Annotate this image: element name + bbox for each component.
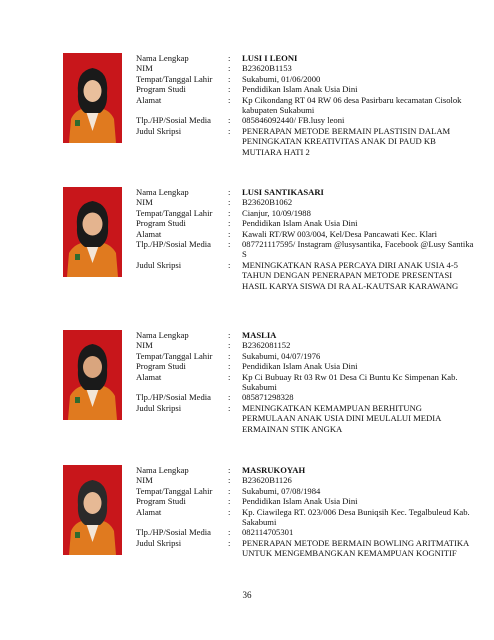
field-value: Pendidikan Islam Anak Usia Dini [242, 84, 358, 95]
info-row-address [136, 229, 476, 239]
field-label: Judul Skripsi [136, 259, 182, 270]
info-row-program [136, 218, 476, 228]
student-entry [63, 330, 483, 450]
field-colon: : [228, 218, 231, 229]
field-colon: : [228, 84, 231, 95]
field-label: Nama Lengkap [136, 187, 189, 197]
info-row-birth [136, 74, 476, 84]
field-label: Alamat [136, 94, 162, 105]
info-row-birth [136, 486, 476, 496]
field-colon: : [228, 475, 231, 486]
info-row-address [136, 95, 476, 116]
field-colon: : [228, 330, 231, 340]
field-label: Tempat/Tanggal Lahir [136, 485, 213, 496]
student-portrait-image [63, 465, 122, 555]
field-value: Kp. Ciawilega RT. 023/006 Desa Buniqsih Kec. Tegalbuleud Kab. Sakabumi [242, 506, 470, 528]
student-name: LUSI I LEONI [242, 53, 298, 63]
student-photo [63, 330, 122, 420]
info-row-address [136, 507, 476, 528]
field-colon: : [228, 125, 231, 136]
info-row-nim [136, 63, 476, 73]
field-colon: : [228, 371, 231, 382]
info-row-birth [136, 351, 476, 361]
field-value: B23620B1126 [242, 475, 292, 486]
field-colon: : [228, 53, 231, 63]
student-entry [63, 53, 483, 173]
info-row-program [136, 496, 476, 506]
field-value: 087721117595/ Instagram @lusysantika, Facebook @Lusy Santika S [242, 239, 474, 260]
field-label: Judul Skripsi [136, 402, 182, 413]
field-value: 082114705301 [242, 527, 294, 538]
info-row-thesis [136, 403, 476, 434]
field-value: B23620B1153 [242, 63, 292, 74]
field-label: NIM [136, 475, 153, 486]
info-row-program [136, 84, 476, 94]
student-name: MASLIA [242, 330, 277, 340]
field-value: Kawali RT/RW 003/004, Kel/Desa Pancawati Kec. Klari [242, 228, 438, 239]
info-row-contact [136, 239, 476, 260]
student-info [136, 465, 476, 559]
field-label: NIM [136, 197, 153, 208]
info-row-birth [136, 208, 476, 218]
field-label: NIM [136, 340, 153, 351]
field-colon: : [228, 485, 231, 496]
info-row-name [136, 187, 476, 197]
field-value: B23620B1062 [242, 197, 293, 208]
student-portrait-image [63, 53, 122, 143]
field-label: Alamat [136, 228, 162, 239]
field-colon: : [228, 73, 231, 84]
field-value: B2362081152 [242, 340, 291, 351]
field-value: MENINGKATKAN KEMAMPUAN BERHITUNG PERMULAAN ANAK USIA DINI MEULALUI MEDIA ERMAINAN STIK ANGKA [242, 402, 441, 434]
field-label: Tempat/Tanggal Lahir [136, 207, 213, 218]
field-colon: : [228, 259, 231, 270]
info-row-nim [136, 340, 476, 350]
student-info [136, 53, 476, 157]
field-label: Tempat/Tanggal Lahir [136, 350, 213, 361]
student-portrait-image [63, 187, 122, 277]
field-colon: : [228, 239, 231, 250]
student-entry [63, 187, 483, 307]
student-photo [63, 187, 122, 277]
field-label: Nama Lengkap [136, 330, 189, 340]
field-value: PENERAPAN METODE BERMAIN BOWLING ARITMATIKA UNTUK MENGEMBANGKAN KEMAMPUAN KOGNITIF [242, 537, 469, 559]
info-row-program [136, 361, 476, 371]
field-colon: : [228, 350, 231, 361]
field-value: Kp Ci Bubuay Rt 03 Rw 01 Desa Ci Buntu Kc Simpenan Kab. Sukabumi [242, 371, 458, 393]
field-colon: : [228, 115, 231, 126]
field-value: 085846092440/ FB.lusy leoni [242, 115, 345, 126]
page-number: 36 [242, 590, 252, 600]
info-row-name [136, 53, 476, 63]
info-row-contact [136, 527, 476, 537]
field-label: Nama Lengkap [136, 465, 189, 475]
field-label: Program Studi [136, 84, 186, 95]
field-label: Program Studi [136, 218, 186, 229]
field-colon: : [228, 187, 231, 197]
field-colon: : [228, 63, 231, 74]
field-value: Pendidikan Islam Anak Usia Dini [242, 361, 358, 372]
field-colon: : [228, 402, 231, 413]
student-name: LUSI SANTIKASARI [242, 187, 324, 197]
field-label: Program Studi [136, 496, 186, 507]
info-row-contact [136, 392, 476, 402]
student-info [136, 187, 476, 291]
field-value: 085871298328 [242, 392, 294, 403]
info-row-thesis [136, 126, 476, 157]
field-label: Nama Lengkap [136, 53, 189, 63]
field-label: NIM [136, 63, 153, 74]
field-value: Pendidikan Islam Anak Usia Dini [242, 218, 358, 229]
field-label: Judul Skripsi [136, 125, 182, 136]
student-portrait-image [63, 330, 122, 420]
field-colon: : [228, 94, 231, 105]
info-row-nim [136, 475, 476, 485]
info-row-nim [136, 197, 476, 207]
field-label: Judul Skripsi [136, 537, 182, 548]
field-colon: : [228, 392, 231, 403]
student-photo [63, 53, 122, 143]
field-colon: : [228, 361, 231, 372]
field-label: Alamat [136, 506, 162, 517]
field-colon: : [228, 506, 231, 517]
student-entry [63, 465, 483, 585]
field-value: Sukabumi, 07/08/1984 [242, 485, 321, 496]
field-colon: : [228, 465, 231, 475]
field-value: Sukabumi, 01/06/2000 [242, 73, 321, 84]
field-label: Tempat/Tanggal Lahir [136, 73, 213, 84]
field-value: Sukabumi, 04/07/1976 [242, 350, 321, 361]
info-row-name [136, 330, 476, 340]
field-label: Alamat [136, 371, 162, 382]
field-colon: : [228, 228, 231, 239]
field-label: Tlp./HP/Sosial Media [136, 527, 211, 538]
field-value: PENERAPAN METODE BERMAIN PLASTISIN DALAM PENINGKATAN KREATIVITAS ANAK DI PAUD KB MUTIARA HATI 2 [242, 125, 451, 157]
info-row-thesis [136, 260, 476, 291]
field-colon: : [228, 496, 231, 507]
field-value: Cianjur, 10/09/1988 [242, 207, 311, 218]
field-colon: : [228, 207, 231, 218]
info-row-thesis [136, 538, 476, 559]
field-colon: : [228, 340, 231, 351]
field-value: Kp Cikondang RT 04 RW 06 desa Pasirbaru kecamatan Cisolok kabupaten Sukabumi [242, 94, 462, 116]
field-colon: : [228, 537, 231, 548]
info-row-name [136, 465, 476, 475]
info-row-address [136, 372, 476, 393]
field-label: Tlp./HP/Sosial Media [136, 392, 211, 403]
field-label: Tlp./HP/Sosial Media [136, 239, 211, 250]
student-info [136, 330, 476, 434]
student-name: MASRUKOYAH [242, 465, 306, 475]
field-colon: : [228, 197, 231, 208]
field-value: MENINGKATKAN RASA PERCAYA DIRI ANAK USIA 4-5 TAHUN DENGAN PENERAPAN METODE PRESENTASI HASIL KARYA SISWA DI RA AL-KAUTSAR KARAWANG [242, 259, 459, 291]
student-photo [63, 465, 122, 555]
field-colon: : [228, 527, 231, 538]
field-label: Program Studi [136, 361, 186, 372]
field-value: Pendidikan Islam Anak Usia Dini [242, 496, 358, 507]
info-row-contact [136, 115, 476, 125]
field-label: Tlp./HP/Sosial Media [136, 115, 211, 126]
